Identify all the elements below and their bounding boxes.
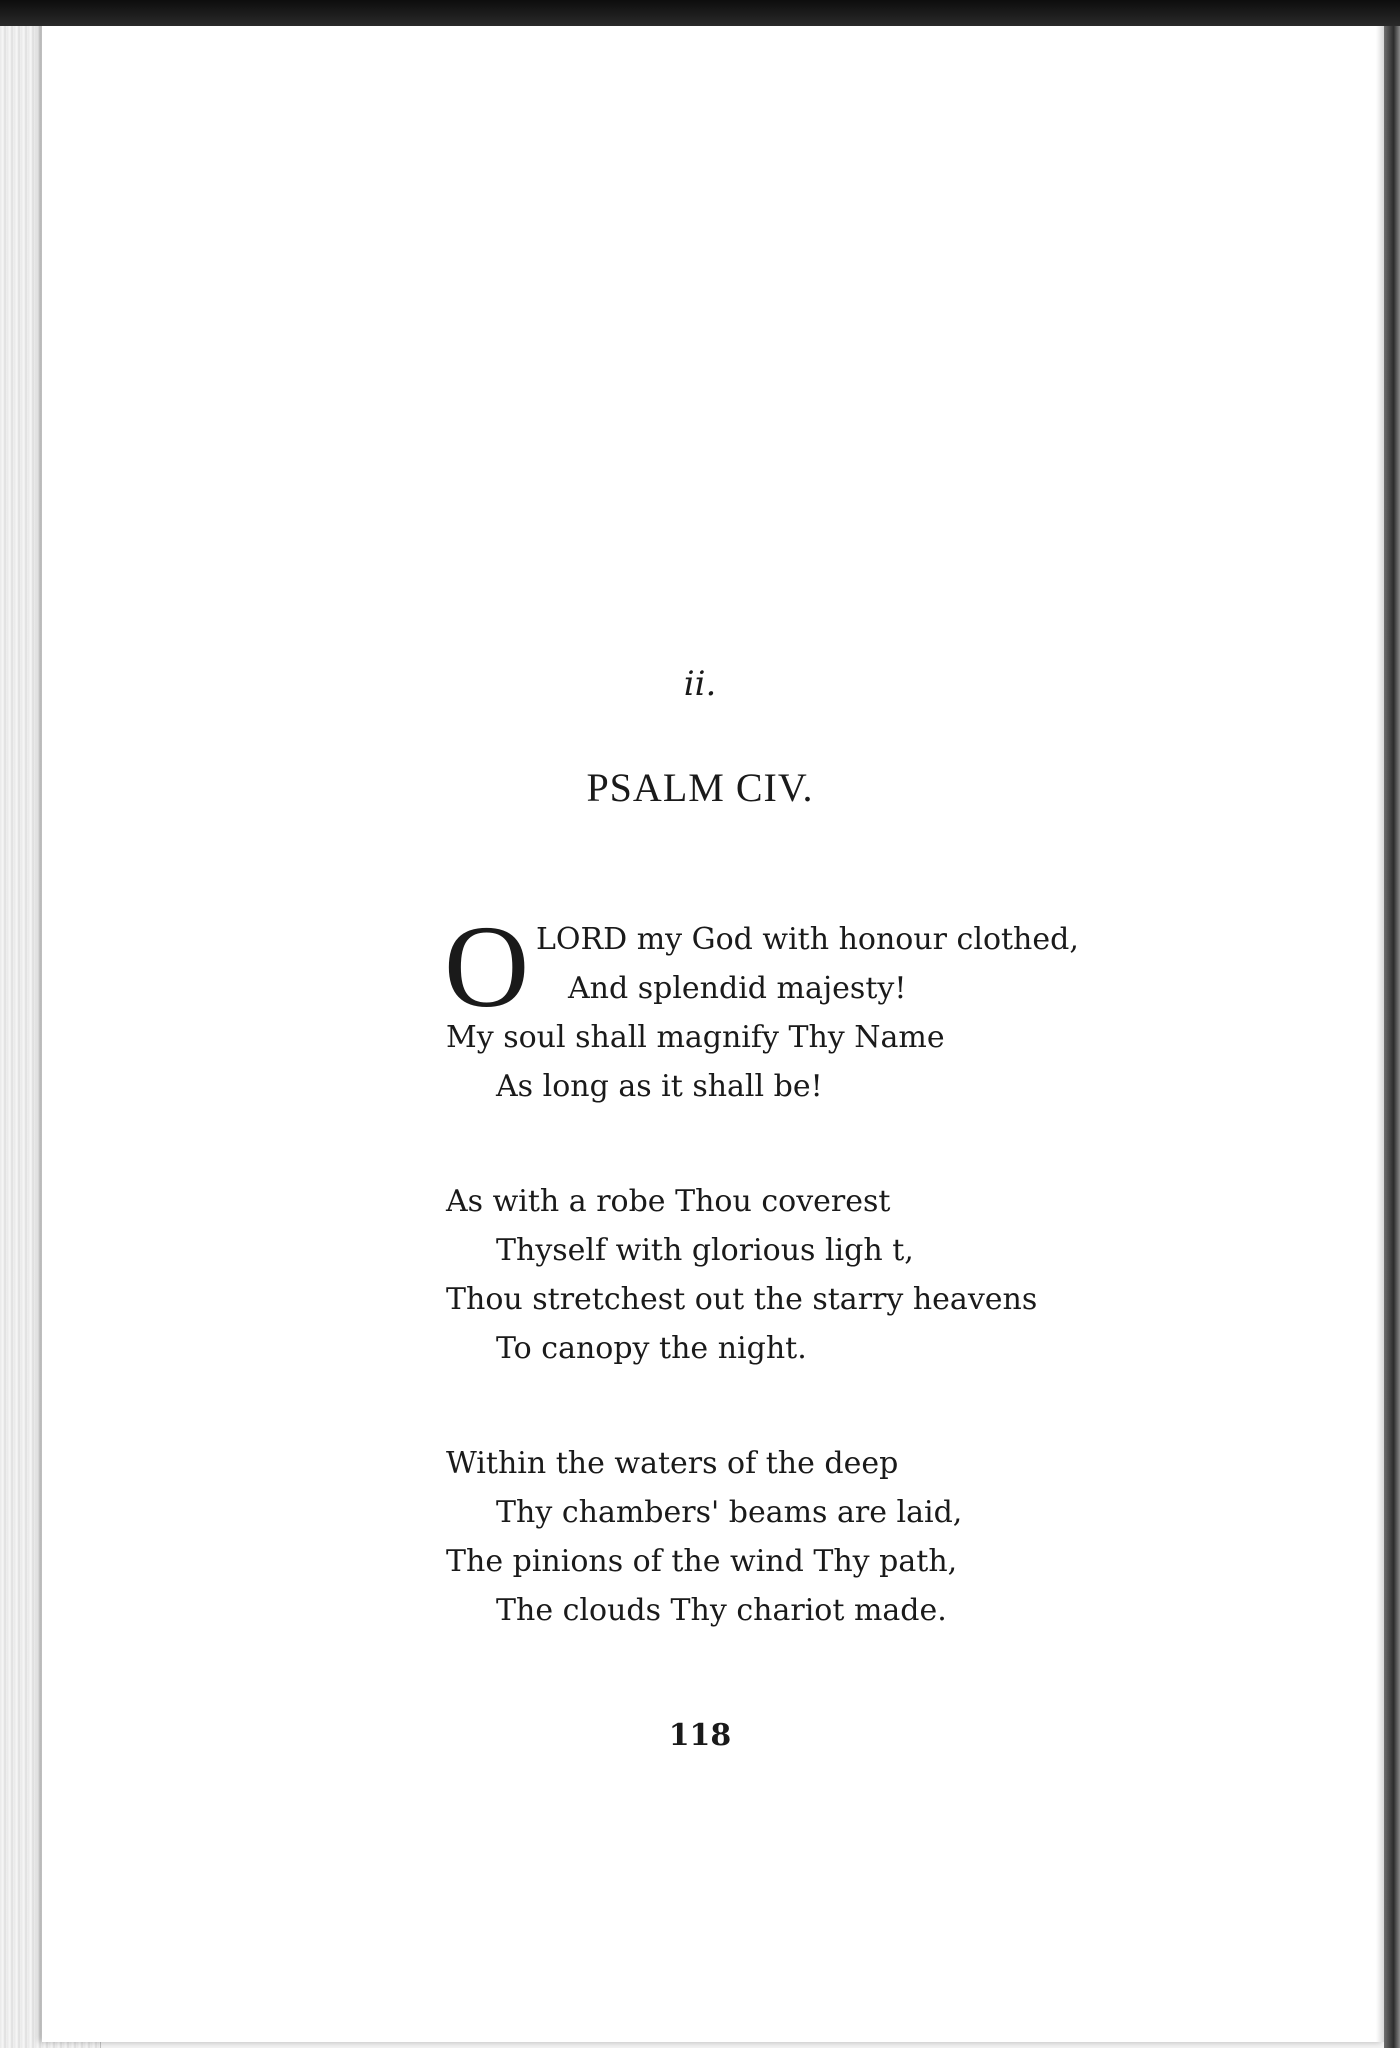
poem-line-11: The pinions of the wind Thy path, xyxy=(446,1544,958,1579)
stanza-1 xyxy=(444,901,1346,1111)
poem-line-4: As long as it shall be! xyxy=(496,1069,823,1104)
poem-line-7: Thou stretchest out the starry heavens xyxy=(446,1282,1038,1317)
poem-line-5: As with a robe Thou coverest xyxy=(446,1184,891,1219)
poem-line-9: Within the waters of the deep xyxy=(446,1446,899,1481)
poem-line-6: Thyself with glorious ligh t, xyxy=(496,1233,914,1268)
poem-body xyxy=(444,901,1346,1701)
poem-line-12: The clouds Thy chariot made. xyxy=(496,1593,947,1628)
poem-line-10: Thy chambers' beams are laid, xyxy=(496,1495,963,1530)
section-number: ii. xyxy=(683,664,717,704)
poem-line-2: And splendid majesty! xyxy=(568,971,907,1006)
poem-line-3: My soul shall magnify Thy Name xyxy=(446,1020,945,1055)
page-number: 118 xyxy=(668,1718,732,1753)
drop-cap: O xyxy=(444,901,530,1032)
page-title: PSALM CIV. xyxy=(586,765,814,810)
stanza-2 xyxy=(446,1177,1346,1373)
poem-line-8: To canopy the night. xyxy=(496,1331,807,1366)
scan-top-border xyxy=(0,0,1400,26)
poem-line-text: LORD my God with honour clothed, xyxy=(536,922,1079,957)
stanza-3 xyxy=(446,1439,1346,1635)
